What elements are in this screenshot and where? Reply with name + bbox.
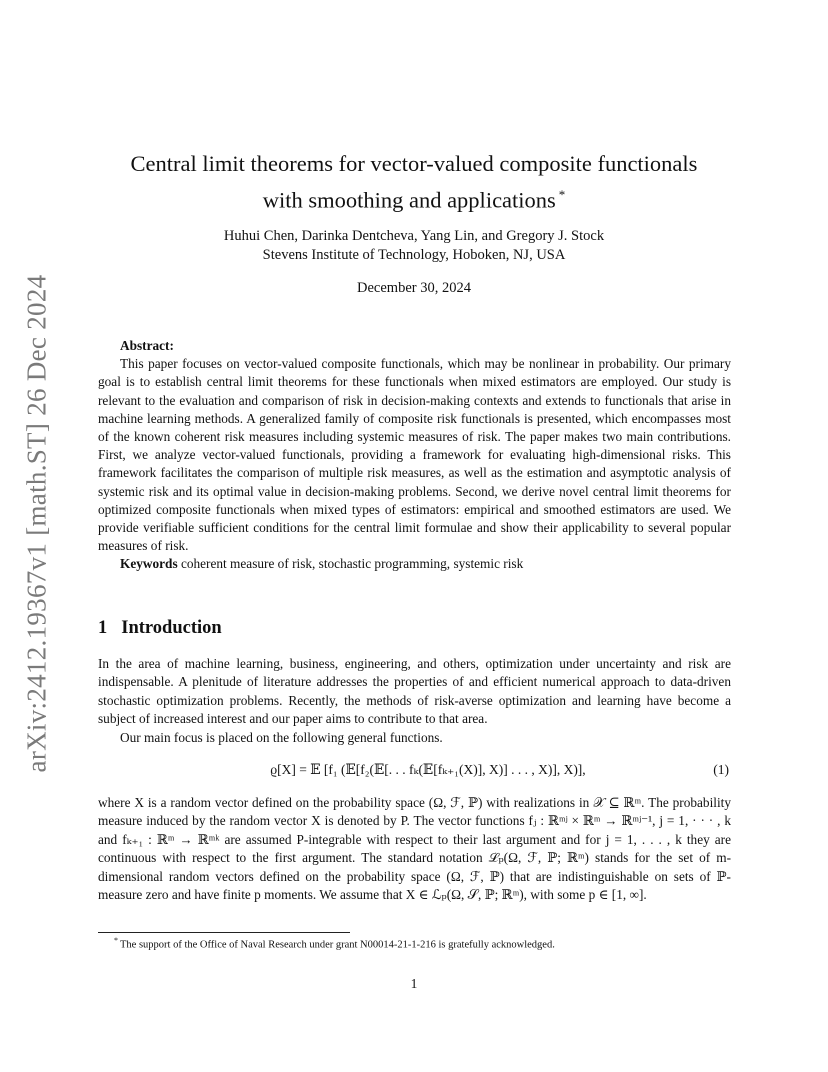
paper-date: December 30, 2024: [357, 280, 471, 296]
affiliation: Stevens Institute of Technology, Hoboken, NJ, USA: [262, 247, 566, 263]
keywords: [98, 555, 731, 573]
authors: Huhui Chen, Darinka Dentcheva, Yang Lin, and Gregory J. Stock: [223, 228, 605, 244]
keywords-label: Keywords: [120, 556, 178, 572]
author-block: [90, 227, 738, 265]
abstract-text: This paper focuses on vector-valued composite functionals, which may be nonlinear in probability. Our primary goal is to establish central limit theorems for these functionals when mixed estimators are employed. Our study is relevant to the evaluation and comparison of risk in decision-making contexts and extends to functionals that arise in machine learning methods. A generalized family of composite risk functionals is presented, which encompasses most of the known coherent risk measures including systemic measures of risk. The paper makes two main contributions. First, we analyze vector-valued functionals, providing a framework for evaluating high-dimensional risks. This framework facilitates the comparison of multiple risk measures, as well as the estimation and asymptotic analysis of systemic risk and its optimal value in decision-making problems. Second, we derive novel central limit theorems for optimized composite functionals when mixed types of estimators: empirical and smoothed estimators are used. We provide verifiable sufficient conditions for the central limit formulae and show their applicability to several popular measures of risk.: [98, 356, 731, 554]
footnote-text: The support of the Office of Naval Research under grant N00014-21-1-216 is gratefully acknowledged.: [120, 939, 555, 951]
intro-paragraph-1: In the area of machine learning, business, engineering, and others, optimization under uncertainty and risk are indispensable. A plenitude of literature addresses the properties of and efficient numerical approach to data-driven stochastic optimization problems. Recently, the methods of risk-averse optimization and learning have become a subject of increased interest and our paper aims to contribute to that area.: [98, 656, 731, 727]
footnote: [114, 936, 555, 951]
section-title: Introduction: [121, 618, 222, 638]
keywords-text: coherent measure of risk, stochastic programming, systemic risk: [180, 556, 524, 572]
footnote-marker: *: [114, 936, 118, 945]
section-number: 1: [98, 618, 108, 638]
abstract: [98, 337, 731, 574]
arxiv-stamp-text: arXiv:2412.19367v1 [math.ST] 26 Dec 2024: [21, 274, 52, 772]
equation-number: (1): [713, 762, 729, 777]
title-footnote-marker: *: [558, 187, 566, 202]
arxiv-stamp: [12, 268, 62, 778]
intro-paragraph-2: Our main focus is placed on the following general functions.: [120, 730, 443, 745]
intro-paragraph-3: where X is a random vector defined on the probability space (Ω, ℱ, ℙ) with realizations in 𝒳 ⊆ ℝᵐ. The probability measure induced by the random vector X is denoted by P. The vector functions fⱼ : ℝᵐʲ × ℝᵐ → ℝᵐʲ⁻¹, j = 1, · · · , k and fₖ₊₁ : ℝᵐ → ℝᵐᵏ are assumed P-integrable with respect to their last argument and for j = 1, . . . , k they are continuous with respect to the first argument. The standard notation ℒₚ(Ω, ℱ, ℙ; ℝᵐ) stands for the set of m-dimensional random vectors defined on the probability space (Ω, ℱ, ℙ) that are indistinguishable on sets of ℙ-measure zero and have finite p moments. We assume that X ∈ ℒₚ(Ω, 𝒮, ℙ; ℝᵐ), with some p ∈ [1, ∞].: [98, 795, 731, 903]
equation-formula: ϱ[X] = 𝔼 [f₁ (𝔼[f₂(𝔼[. . . fₖ(𝔼[fₖ₊₁(X)], X)] . . . , X)], X)],: [270, 762, 586, 777]
abstract-heading: Abstract:: [120, 338, 174, 353]
title-line-2: [90, 179, 738, 216]
title-line-1: Central limit theorems for vector-valued composite functionals: [130, 151, 698, 176]
page-number: 1: [410, 976, 418, 991]
title-line-2-text: with smoothing and applications: [262, 187, 556, 213]
paper-title: [90, 148, 738, 216]
footnote-rule: [98, 932, 350, 933]
section-heading: [98, 618, 222, 639]
